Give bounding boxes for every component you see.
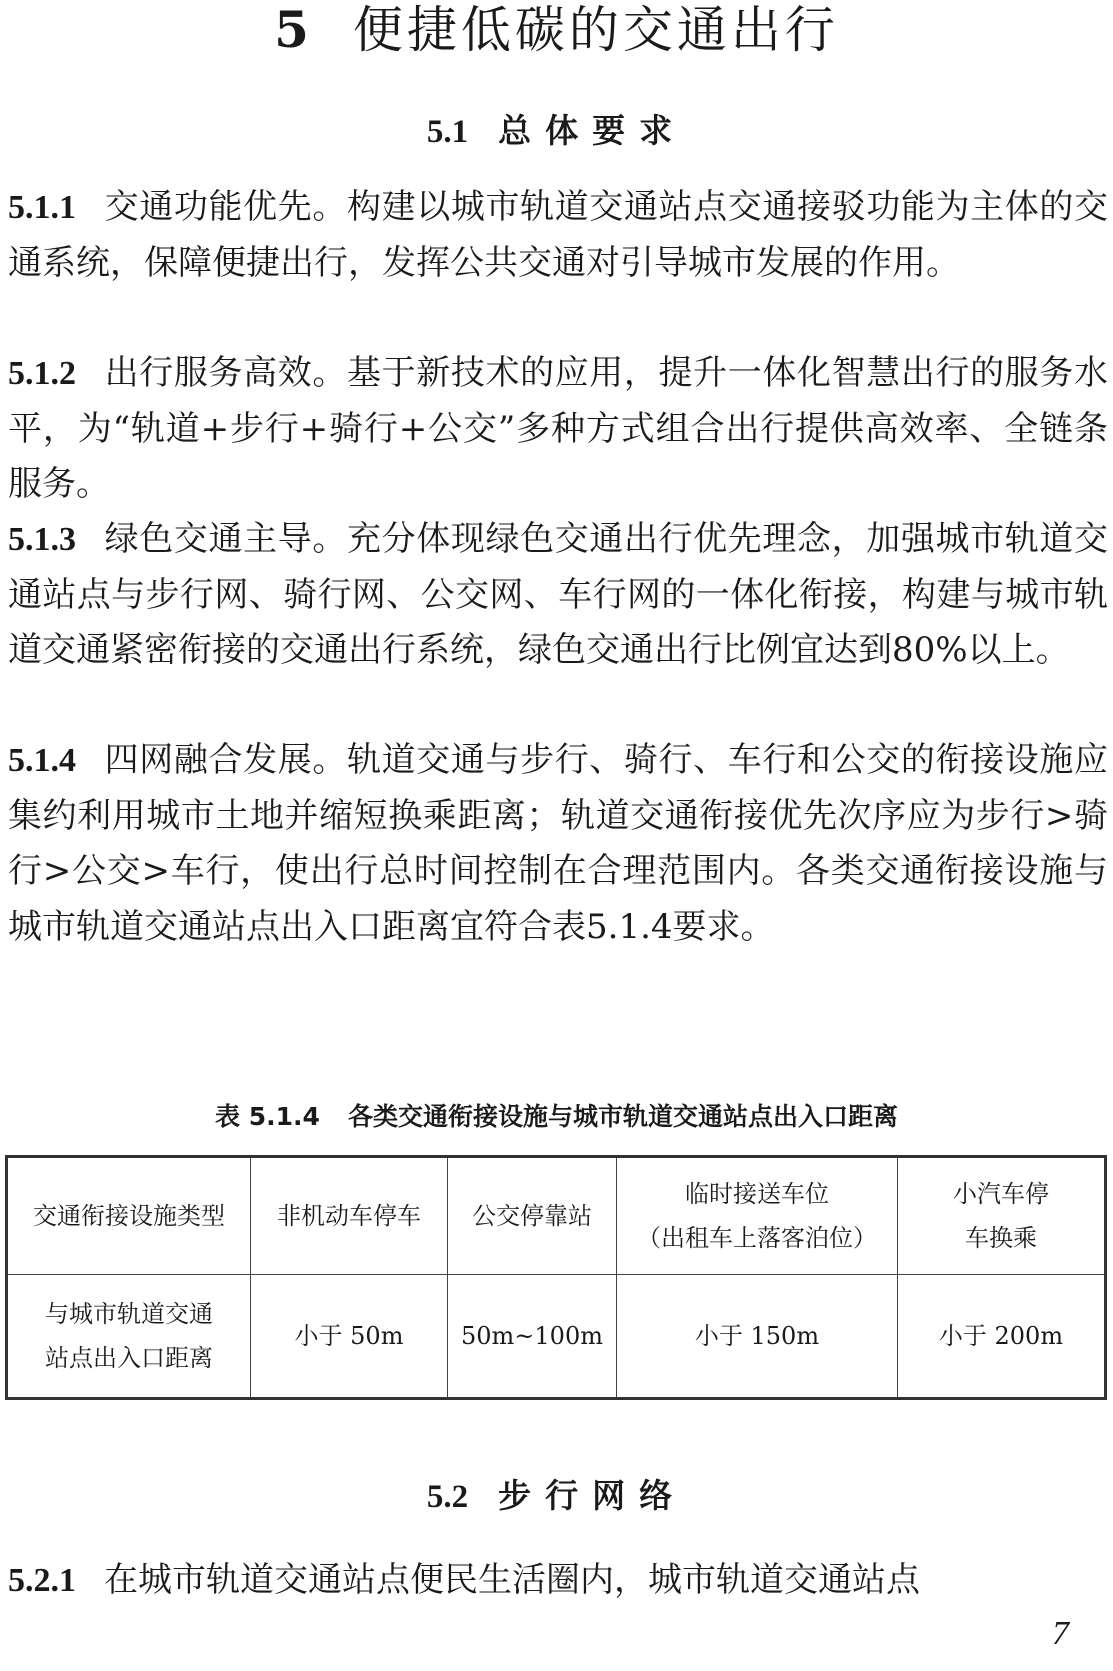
chapter-number: 5 bbox=[274, 0, 313, 59]
table-header-cell: 公交停靠站 bbox=[448, 1157, 617, 1275]
table-header-cell: 临时接送车位 （出租车上落客泊位） bbox=[617, 1157, 898, 1275]
page-number: 7 bbox=[1052, 1615, 1069, 1652]
clause-text: 出行服务高效。基于新技术的应用，提升一体化智慧出行的服务水平，为“轨道+步行+骑行+公交”多种方式组合出行提供高效率、全链条服务。 bbox=[8, 353, 1108, 504]
table-cell: 小于 200m bbox=[898, 1275, 1106, 1399]
distance-table bbox=[5, 1155, 1107, 1400]
table-cell: 50m~100m bbox=[448, 1275, 617, 1399]
clause-5-1-3 bbox=[8, 512, 1108, 679]
clause-5-1-4 bbox=[8, 733, 1108, 955]
table-cell: 小于 150m bbox=[617, 1275, 898, 1399]
clause-number: 5.1.3 bbox=[8, 521, 76, 558]
clause-5-1-1 bbox=[8, 180, 1108, 291]
chapter-title bbox=[0, 2, 1113, 58]
clause-number: 5.1.4 bbox=[8, 742, 76, 779]
clause-number: 5.2.1 bbox=[8, 1562, 76, 1599]
clause-text: 交通功能优先。构建以城市轨道交通站点交通接驳功能为主体的交通系统，保障便捷出行，发挥公共交通对引导城市发展的作用。 bbox=[8, 187, 1108, 283]
table-title: 各类交通衔接设施与城市轨道交通站点出入口距离 bbox=[347, 1102, 898, 1131]
clause-number: 5.1.1 bbox=[8, 189, 76, 226]
clause-text: 四网融合发展。轨道交通与步行、骑行、车行和公交的衔接设施应集约利用城市土地并缩短换乘距离；轨道交通衔接优先次序应为步行>骑行>公交>车行，使出行总时间控制在合理范围内。各类交通衔接设施与城市轨道交通站点出入口距离宜符合表5.1.4要求。 bbox=[8, 740, 1108, 947]
clause-text: 绿色交通主导。充分体现绿色交通出行优先理念，加强城市轨道交通站点与步行网、骑行网、公交网、车行网的一体化衔接，构建与城市轨道交通紧密衔接的交通出行系统，绿色交通出行比例宜达到80%以上。 bbox=[8, 519, 1108, 670]
table-cell: 与城市轨道交通 站点出入口距离 bbox=[7, 1275, 251, 1399]
table-header-cell: 小汽车停 车换乘 bbox=[898, 1157, 1106, 1275]
clause-5-1-2 bbox=[8, 346, 1108, 513]
clause-text: 在城市轨道交通站点便民生活圈内，城市轨道交通站点 bbox=[104, 1560, 920, 1600]
clause-number: 5.1.2 bbox=[8, 355, 76, 392]
section-title-5-2: 5.2 步行网络 bbox=[426, 1476, 687, 1515]
table-caption bbox=[0, 1100, 1113, 1134]
table-row bbox=[7, 1275, 1106, 1399]
table-header-cell: 交通衔接设施类型 bbox=[7, 1157, 251, 1275]
clause-5-2-1 bbox=[8, 1553, 1108, 1609]
table-header-row bbox=[7, 1157, 1106, 1275]
table-header-cell: 非机动车停车 bbox=[251, 1157, 448, 1275]
section-title-5-1: 5.1 总体要求 bbox=[426, 111, 687, 150]
table-cell: 小于 50m bbox=[251, 1275, 448, 1399]
table-number: 表 5.1.4 bbox=[215, 1102, 320, 1131]
chapter-title-text: 便捷低碳的交通出行 bbox=[352, 1, 839, 59]
